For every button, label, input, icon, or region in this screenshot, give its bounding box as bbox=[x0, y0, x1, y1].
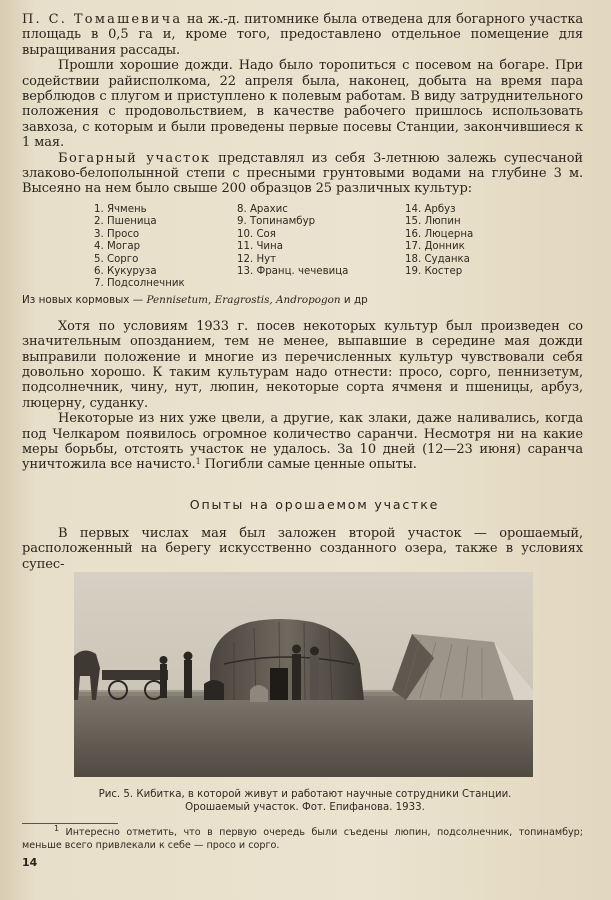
crop-item: 3. Просо bbox=[94, 228, 140, 240]
crop-item: 19. Костер bbox=[405, 265, 463, 277]
ground bbox=[74, 692, 533, 777]
crop-column-2 bbox=[237, 204, 405, 291]
crop-column-1 bbox=[94, 204, 237, 291]
forage-genera: Pennisetum, Eragrostis, Andropogon bbox=[146, 293, 341, 306]
footnote-mark: 1 bbox=[54, 824, 60, 833]
crop-item: 4. Могар bbox=[94, 241, 141, 253]
crop-item: 8. Арахис bbox=[237, 203, 288, 215]
yurt-door bbox=[270, 668, 288, 700]
crop-item: 9. Топинамбур bbox=[237, 216, 316, 228]
crop-item: 7. Подсолнечник bbox=[94, 278, 185, 290]
paragraph-3 bbox=[22, 151, 583, 197]
forage-tail: и др bbox=[343, 293, 368, 306]
paragraph-3-text: представлял из себя 3-летнюю залежь супесчаной злаково-белополынной степи с пресными грунтовыми водами на глубине 3 м. Высеяно на нем было свыше 200 образцов 25 различных культур: bbox=[22, 150, 583, 197]
forage-lead: Из новых кормовых — bbox=[22, 293, 144, 306]
paragraph-5-tail: Погибли самые ценные опыты. bbox=[200, 457, 417, 473]
photo-kibitka bbox=[74, 572, 533, 777]
caption-line-2: Орошаемый участок. Фот. Епифанова. 1933. bbox=[185, 802, 425, 813]
paragraph-4: Хотя по условиям 1933 г. посев некоторых культур был произведен со значительным опозданием, тем не менее, выпавшие в середине мая дожди выправили положение и многие из перечисленных культур чувствовали себя довольно хорошо. К таким культурам надо отнести: просо, сорго, пеннизетум, подсолнечник, чину, нут, люпин, некоторые сорта ячменя и пшеницы, арбуз, люцерну, суданку. bbox=[22, 318, 583, 411]
crop-item: 2. Пшеница bbox=[94, 216, 157, 228]
paragraph-5 bbox=[22, 411, 583, 473]
crop-item: 16. Люцерна bbox=[405, 228, 474, 240]
crop-column-3 bbox=[405, 204, 525, 291]
section-heading: Опыты на орошаемом участке bbox=[189, 496, 440, 512]
paragraph-1 bbox=[22, 12, 583, 58]
crop-item: 13. Франц. чечевица bbox=[237, 265, 349, 277]
crop-item: 10. Соя bbox=[237, 228, 276, 240]
crop-item: 14. Арбуз bbox=[405, 203, 456, 215]
photo-caption bbox=[40, 788, 570, 814]
crop-item: 1. Ячмень bbox=[94, 203, 147, 215]
photo-illustration bbox=[74, 572, 533, 777]
crop-item: 11. Чина bbox=[237, 241, 283, 253]
term-bogarny: Богарный участок bbox=[58, 150, 211, 166]
paragraph-5-text: Некоторые из них уже цвели, а другие, как злаки, даже наливались, когда под Челкаром появилось огромное количество саранчи. Несмотря ни на какие меры борьбы, отстоять участок не удалось. За 10 дней (12—23 июня) саранча уничтожила все начисто. bbox=[22, 411, 583, 473]
paragraph-2: Прошли хорошие дожди. Надо было торопиться с посевом на богаре. При содействии райисполкома, 22 апреля была, наконец, добыта на время пара верблюдов с плугом и приступлено к полевым работам. В виду затруднительного положения с продовольствием, в качестве рабочего пришлось использовать завхоза, с которым и были проведены первые посевы Станции, закончившиеся к 1 мая. bbox=[22, 58, 583, 151]
footnote-rule bbox=[22, 823, 118, 824]
crop-item: 6. Кукуруза bbox=[94, 265, 157, 277]
caption-line-1: Рис. 5. Кибитка, в которой живут и работают научные сотрудники Станции. bbox=[98, 789, 512, 800]
crop-list bbox=[94, 204, 583, 291]
page-number: 14 bbox=[22, 856, 38, 869]
person-name: П. С. Томашевича bbox=[22, 12, 183, 27]
footnote bbox=[22, 824, 583, 852]
crop-item: 17. Донник bbox=[405, 241, 465, 253]
cart bbox=[102, 670, 168, 680]
footnote-text: Интересно отметить, что в первую очередь были съедены люпин, подсолнечник, топинамбур; меньше всего привлекали к себе — просо и сорго. bbox=[22, 827, 583, 851]
crop-item: 15. Люпин bbox=[405, 216, 461, 228]
forage-line bbox=[22, 294, 583, 307]
crop-item: 12. Нут bbox=[237, 253, 277, 265]
crop-item: 5. Сорго bbox=[94, 253, 139, 265]
paragraph-1-text: на ж.-д. питомнике была отведена для богарного участка площадь в 0,5 га и, кроме того, предоставлено отдельное помещение для выращивания рассады. bbox=[22, 12, 584, 58]
footnote-ref: 1 bbox=[195, 457, 201, 467]
paragraph-6: В первых числах мая был заложен второй участок — орошаемый, расположенный на берегу искусственно созданного озера, также в условиях супес- bbox=[22, 525, 583, 572]
crop-item: 18. Суданка bbox=[405, 253, 470, 265]
